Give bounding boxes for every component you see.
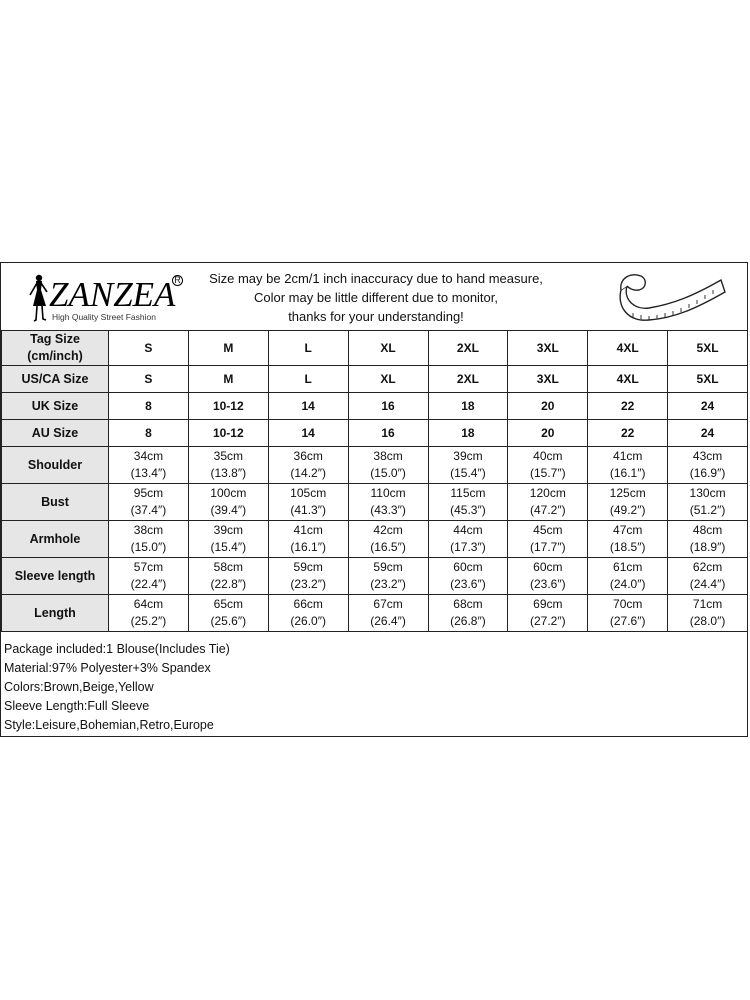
row-label: AU Size: [2, 420, 109, 447]
table-cell: 66cm (26.0″): [268, 595, 348, 632]
table-cell: 70cm (27.6″): [588, 595, 668, 632]
table-cell: 39cm (15.4″): [428, 447, 508, 484]
table-cell: 43cm (16.9″): [668, 447, 748, 484]
table-cell: 100cm (39.4″): [188, 484, 268, 521]
table-cell: 47cm (18.5″): [588, 521, 668, 558]
table-cell: 41cm (16.1″): [268, 521, 348, 558]
detail-colors: Colors:Brown,Beige,Yellow: [4, 680, 154, 694]
detail-sleeve-length: Sleeve Length:Full Sleeve: [4, 699, 150, 713]
table-cell: M: [188, 366, 268, 393]
measuring-tape-icon: [613, 266, 729, 326]
table-cell: 18: [428, 393, 508, 420]
table-cell: 61cm (24.0″): [588, 558, 668, 595]
row-label: Bust: [2, 484, 109, 521]
table-cell: 39cm (15.4″): [188, 521, 268, 558]
table-cell: 60cm (23.6″): [508, 558, 588, 595]
table-cell: 130cm (51.2″): [668, 484, 748, 521]
table-cell: 59cm (23.2″): [268, 558, 348, 595]
table-cell: 41cm (16.1″): [588, 447, 668, 484]
table-row-uk-size: [2, 393, 748, 420]
table-cell: L: [268, 331, 348, 366]
row-label: Tag Size (cm/inch): [2, 331, 109, 366]
table-cell: 14: [268, 393, 348, 420]
table-cell: 58cm (22.8″): [188, 558, 268, 595]
table-cell: 38cm (15.0″): [109, 521, 189, 558]
table-cell: 10-12: [188, 393, 268, 420]
table-cell: 22: [588, 420, 668, 447]
table-cell: 2XL: [428, 366, 508, 393]
table-cell: 105cm (41.3″): [268, 484, 348, 521]
table-cell: 95cm (37.4″): [109, 484, 189, 521]
row-label: US/CA Size: [2, 366, 109, 393]
table-cell: 8: [109, 393, 189, 420]
table-cell: 34cm (13.4″): [109, 447, 189, 484]
table-cell: 60cm (23.6″): [428, 558, 508, 595]
table-cell: 68cm (26.8″): [428, 595, 508, 632]
table-cell: 65cm (25.6″): [188, 595, 268, 632]
table-row-tag-size: [2, 331, 748, 366]
table-cell: 3XL: [508, 331, 588, 366]
table-cell: 120cm (47.2″): [508, 484, 588, 521]
table-cell: S: [109, 366, 189, 393]
table-row-us-ca-size: [2, 366, 748, 393]
brand-name: ZANZEA: [49, 275, 176, 314]
table-row-au-size: [2, 420, 748, 447]
measurement-notice: [191, 269, 561, 326]
table-cell: 62cm (24.4″): [668, 558, 748, 595]
table-cell: 20: [508, 420, 588, 447]
table-cell: 14: [268, 420, 348, 447]
table-cell: 3XL: [508, 366, 588, 393]
table-cell: 8: [109, 420, 189, 447]
table-cell: 44cm (17.3″): [428, 521, 508, 558]
table-cell: 40cm (15.7″): [508, 447, 588, 484]
table-cell: XL: [348, 366, 428, 393]
table-cell: 24: [668, 420, 748, 447]
notice-line: Color may be little different due to monitor,: [254, 290, 498, 305]
table-cell: 18: [428, 420, 508, 447]
table-cell: 20: [508, 393, 588, 420]
table-cell: 16: [348, 393, 428, 420]
detail-material: Material:97% Polyester+3% Spandex: [4, 661, 211, 675]
table-cell: 115cm (45.3″): [428, 484, 508, 521]
table-cell: 125cm (49.2″): [588, 484, 668, 521]
table-row-armhole: [2, 521, 748, 558]
table-cell: 42cm (16.5″): [348, 521, 428, 558]
table-cell: 5XL: [668, 366, 748, 393]
table-cell: M: [188, 331, 268, 366]
brand-logo: [25, 271, 185, 323]
table-cell: 48cm (18.9″): [668, 521, 748, 558]
table-cell: 64cm (25.2″): [109, 595, 189, 632]
brand-tagline: High Quality Street Fashion: [52, 312, 156, 322]
row-label: Length: [2, 595, 109, 632]
table-cell: L: [268, 366, 348, 393]
detail-package: Package included:1 Blouse(Includes Tie): [4, 642, 230, 656]
row-label: Shoulder: [2, 447, 109, 484]
table-cell: 24: [668, 393, 748, 420]
table-cell: XL: [348, 331, 428, 366]
table-row-bust: [2, 484, 748, 521]
size-table: [1, 330, 748, 632]
table-cell: 57cm (22.4″): [109, 558, 189, 595]
size-chart: [0, 262, 748, 737]
detail-style: Style:Leisure,Bohemian,Retro,Europe: [4, 718, 214, 732]
table-cell: 38cm (15.0″): [348, 447, 428, 484]
row-label: UK Size: [2, 393, 109, 420]
table-cell: 45cm (17.7″): [508, 521, 588, 558]
table-cell: 71cm (28.0″): [668, 595, 748, 632]
table-cell: 5XL: [668, 331, 748, 366]
table-cell: 22: [588, 393, 668, 420]
notice-line: Size may be 2cm/1 inch inaccuracy due to hand measure,: [209, 271, 543, 286]
table-cell: 10-12: [188, 420, 268, 447]
table-cell: 69cm (27.2″): [508, 595, 588, 632]
table-cell: 4XL: [588, 366, 668, 393]
table-cell: S: [109, 331, 189, 366]
table-cell: 36cm (14.2″): [268, 447, 348, 484]
table-row-sleeve-length: [2, 558, 748, 595]
table-row-length: [2, 595, 748, 632]
table-cell: 16: [348, 420, 428, 447]
registered-mark: R: [172, 275, 183, 286]
table-cell: 67cm (26.4″): [348, 595, 428, 632]
table-cell: 4XL: [588, 331, 668, 366]
table-cell: 59cm (23.2″): [348, 558, 428, 595]
row-label: Sleeve length: [2, 558, 109, 595]
chart-header: [1, 263, 747, 331]
table-cell: 2XL: [428, 331, 508, 366]
table-row-shoulder: [2, 447, 748, 484]
row-label: Armhole: [2, 521, 109, 558]
table-cell: 110cm (43.3″): [348, 484, 428, 521]
product-details: [4, 640, 744, 735]
notice-line: thanks for your understanding!: [288, 309, 464, 324]
table-cell: 35cm (13.8″): [188, 447, 268, 484]
